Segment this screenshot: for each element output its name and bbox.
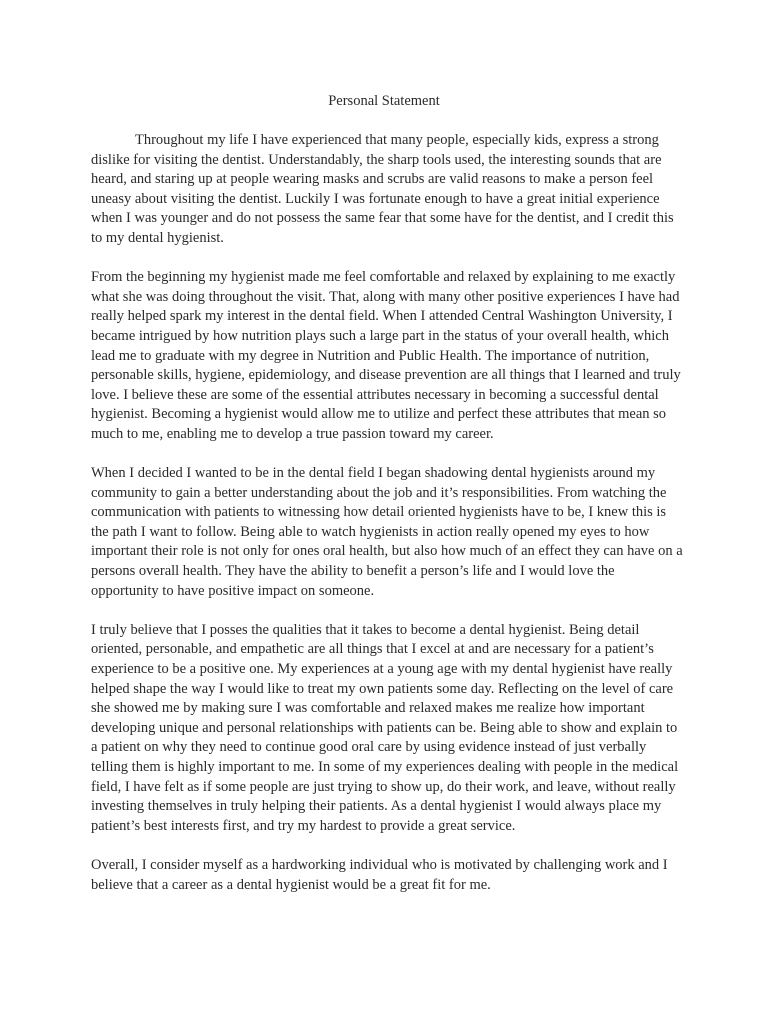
paragraph-5: Overall, I consider myself as a hardworking individual who is motivated by challenging work and I believe that a career as a dental hygienist would be a great fit for me. — [91, 856, 668, 893]
paragraph-4: I truly believe that I posses the qualities that it takes to become a dental hygienist. Being detail oriented, personable, and empathetic are all things that I excel at and are necessary for a patient’s experience to be a positive one. My experiences at a young age with my dental hygienist have really helped shape the way I would like to treat my own patients some day. Reflecting on the level of care she showed me by making sure I was comfortable and relaxed makes me realize how important developing unique and personal relationships with patients can be. Being able to show and explain to a patient on why they need to continue good oral care by using evidence instead of just verbally telling them is highly important to me. In some of my experiences dealing with people in the medical field, I have felt as if some people are just trying to show up, do their work, and leave, without really investing themselves in truly helping their patients. As a dental hygienist I would always place my patient’s best interests first, and try my hardest to provide a great service. — [91, 621, 679, 834]
document-title: Personal Statement — [328, 93, 440, 109]
paragraph-2: From the beginning my hygienist made me feel comfortable and relaxed by explaining to me exactly what she was doing throughout the visit. That, along with many other positive experiences I have had really helped spark my interest in the dental field. When I attended Central Washington University, I became intrigued by how nutrition plays such a large part in the status of your overall health, which lead me to graduate with my degree in Nutrition and Public Health. The importance of nutrition, personable skills, hygiene, epidemiology, and disease prevention are all things that I learned and truly love. I believe these are some of the essential attributes necessary in becoming a successful dental hygienist. Becoming a hygienist would allow me to utilize and perfect these attributes that mean so much to me, enabling me to develop a true passion toward my career. — [91, 269, 681, 442]
paragraph-1: Throughout my life I have experienced that many people, especially kids, express a strong dislike for visiting the dentist. Understandably, the sharp tools used, the interesting sounds that are heard, and staring up at people wearing masks and scrubs are valid reasons to make a person feel uneasy about visiting the dentist. Luckily I was fortunate enough to have a great initial experience when I was younger and do not possess the same fear that some have for the dentist, and I credit this to my dental hygienist. — [91, 132, 674, 246]
paragraph-3: When I decided I wanted to be in the dental field I began shadowing dental hygienists around my community to gain a better understanding about the job and it’s responsibilities. From watching the communication with patients to witnessing how detail oriented hygienists have to be, I knew this is the path I want to follow. Being able to watch hygienists in action really opened my eyes to how important their role is not only for ones oral health, but also how much of an effect they can have on a persons overall health. They have the ability to benefit a person’s life and I would love the opportunity to have positive impact on someone. — [91, 465, 683, 599]
document-body — [91, 131, 685, 915]
